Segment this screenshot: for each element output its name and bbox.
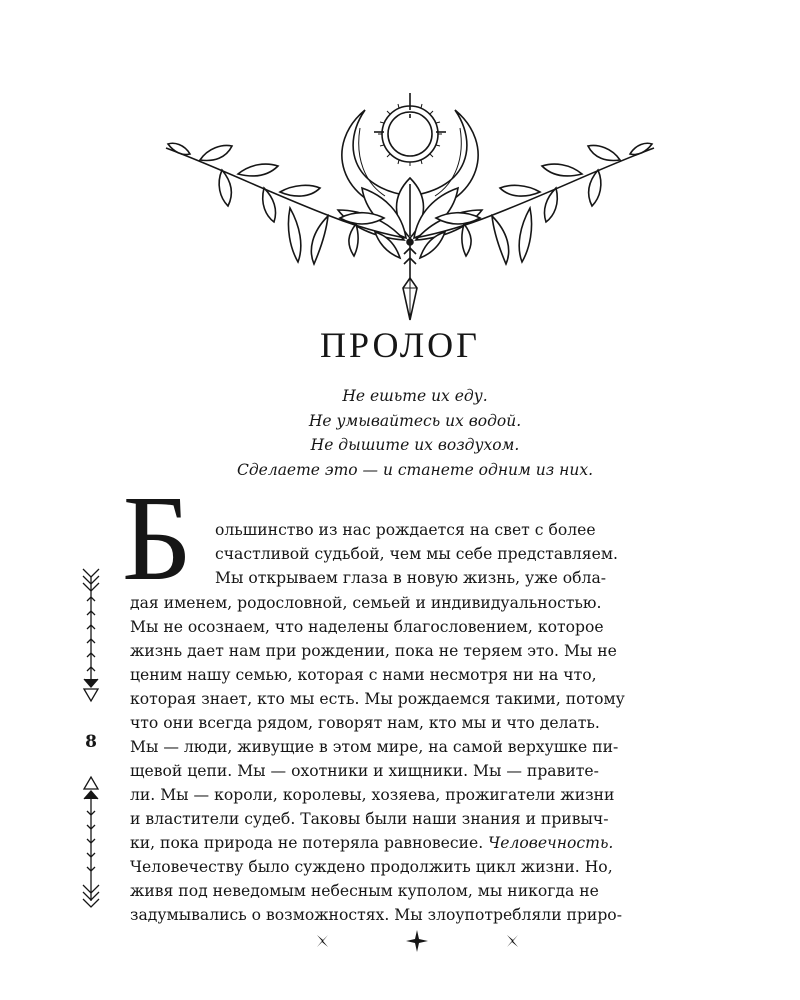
emphasis-word: Человечность.	[488, 834, 614, 852]
body-line: Мы не осознаем, что наделены благословением, которое	[130, 618, 604, 636]
footer-ornament	[300, 928, 540, 954]
body-line: Мы — люди, живущие в этом мире, на самой верхушке пи-	[130, 738, 619, 756]
epigraph-line: Не умывайтесь их водой.	[308, 411, 522, 430]
body-line: что они всегда рядом, говорят нам, кто мы и что делать.	[130, 714, 600, 732]
body-line: ольшинство из нас рождается на свет с более	[215, 521, 596, 539]
body-line: щевой цепи. Мы — охотники и хищники. Мы — правите-	[130, 762, 599, 780]
body-line: жизнь дает нам при рождении, пока не теряем это. Мы не	[130, 642, 617, 660]
epigraph-line: Сделаете это — и станете одним из них.	[236, 460, 594, 479]
body-line: дая именем, родословной, семьей и индивидуальностью.	[130, 594, 602, 612]
arrow-up-icon	[79, 773, 103, 911]
star-icon	[507, 935, 518, 947]
epigraph-line: Не ешьте их еду.	[342, 387, 488, 405]
body-line: счастливой судьбой, чем мы себе представляем.	[215, 545, 618, 563]
body-line: живя под неведомым небесным куполом, мы никогда не	[130, 882, 599, 900]
body-line-text: ки, пока природа не потеряла равновесие.	[130, 834, 484, 852]
body-line	[130, 833, 613, 853]
body-line: и властители судеб. Таковы были наши знания и привыч-	[130, 810, 609, 828]
arrow-down-icon	[79, 567, 103, 705]
body-line: ценим нашу семью, которая с нами несмотря ни на что,	[130, 666, 597, 684]
star-icon	[317, 935, 328, 947]
epigraph	[0, 384, 800, 482]
star-icon	[406, 930, 428, 952]
page-number: 8	[85, 732, 97, 752]
epigraph-line: Не дышите их воздухом.	[310, 436, 520, 454]
sun-inner-ring-icon	[388, 112, 432, 156]
moon-sun-branch-ornament	[160, 88, 660, 328]
body-line: ли. Мы — короли, королевы, хозяева, прожигатели жизни	[130, 786, 615, 804]
crystal-pendant-icon	[403, 238, 417, 320]
body-line: которая знает, кто мы есть. Мы рождаемся такими, потому	[130, 690, 625, 708]
body-line: Человечеству было суждено продолжить цикл жизни. Но,	[130, 858, 613, 876]
chapter-title: ПРОЛОГ	[320, 325, 480, 365]
body-line: задумывались о возможностях. Мы злоупотребляли приро-	[130, 906, 622, 924]
body-line: Мы открываем глаза в новую жизнь, уже обла-	[215, 569, 607, 587]
drop-cap: Б	[122, 471, 193, 606]
